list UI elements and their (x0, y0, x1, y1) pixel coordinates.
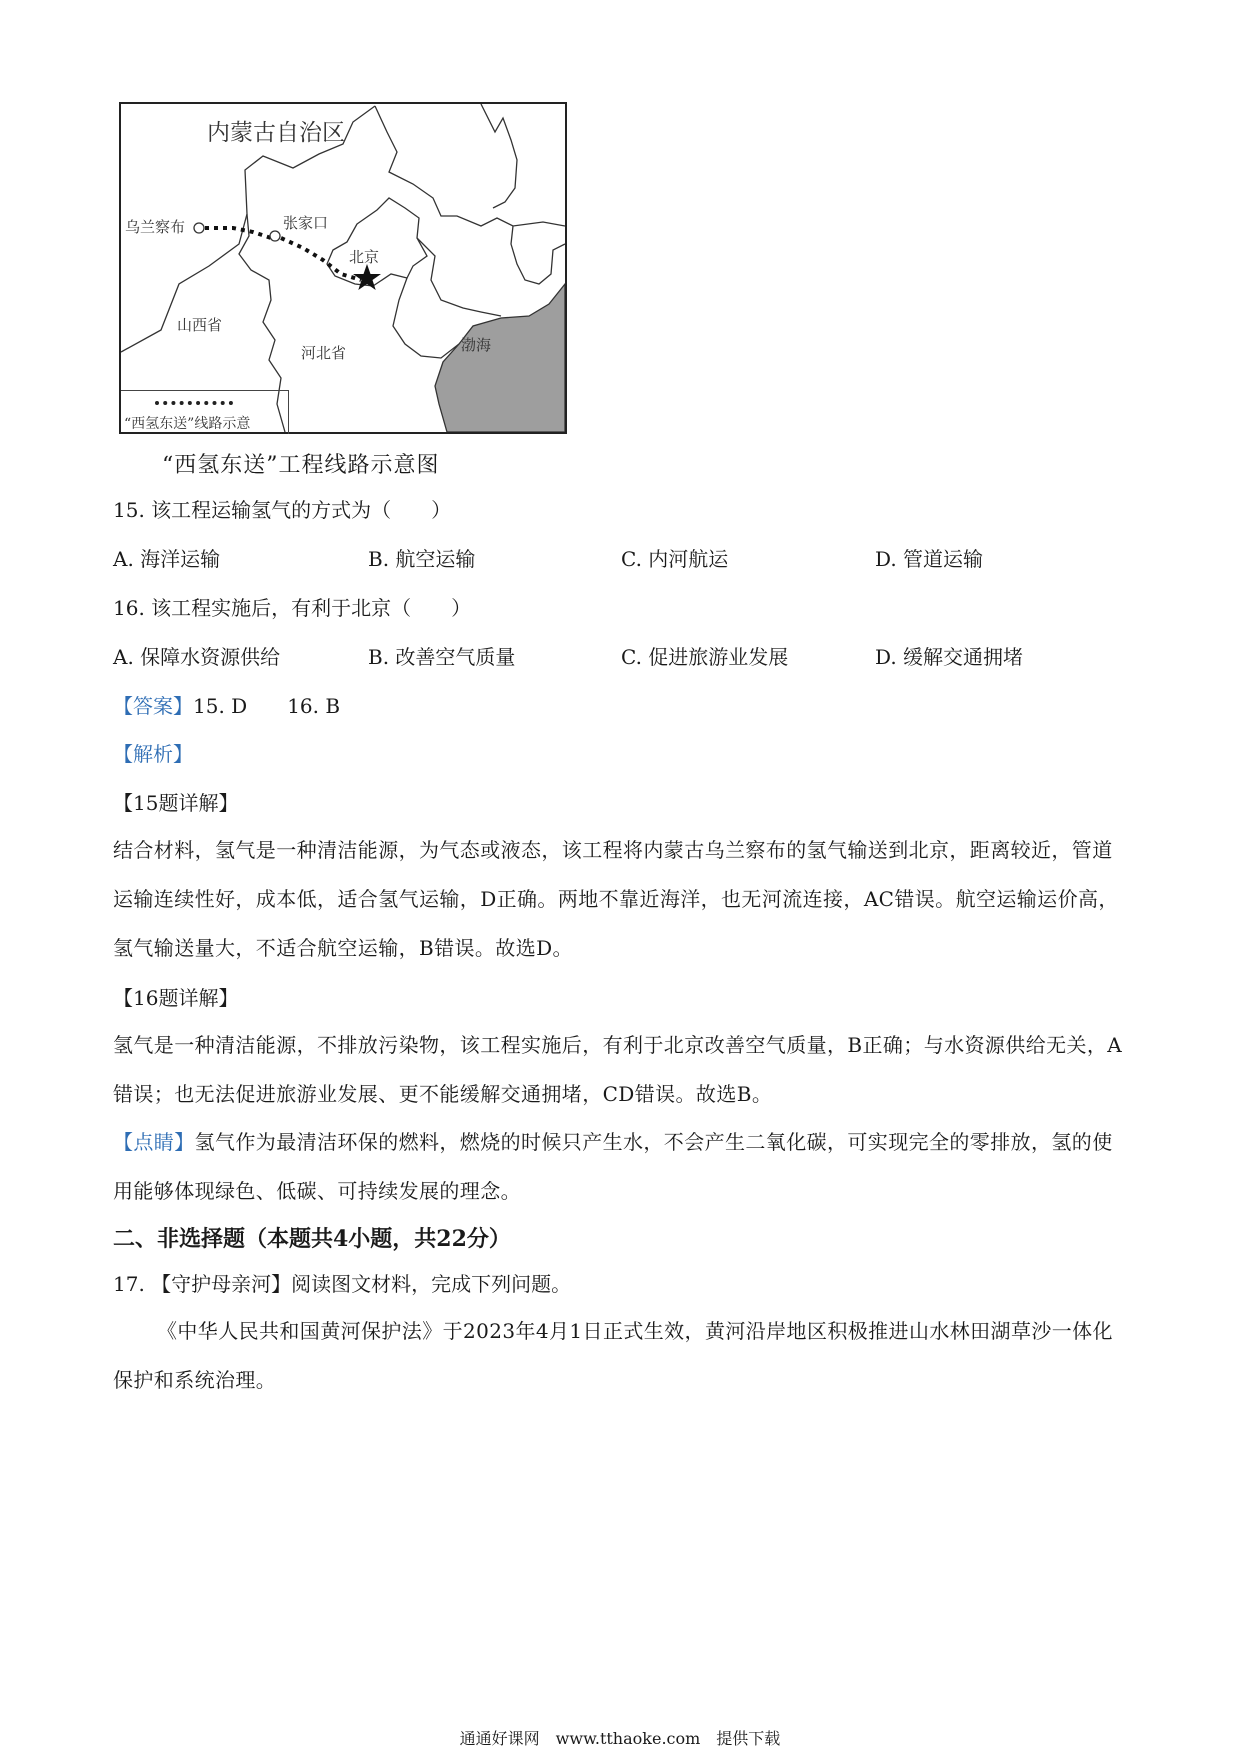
bohai-sea-area (435, 284, 565, 432)
route-line-west (205, 228, 271, 238)
q17-material: 《中华人民共和国黄河保护法》于2023年4月1日正式生效，黄河沿岸地区积极推进山水林田湖草沙一体化保护和系统治理。 (113, 1319, 1113, 1392)
wulanchabu-marker (194, 223, 204, 233)
zhangjiakou-label: 张家口 (283, 214, 329, 232)
answer-label: 【答案】 (113, 694, 193, 718)
shanxi-label: 山西省 (177, 316, 223, 334)
q15-option-c: C. 内河航运 (621, 547, 729, 571)
q16-option-d: D. 缓解交通拥堵 (875, 645, 1024, 669)
legend-route-symbol (155, 401, 233, 405)
inner-mongolia-label: 内蒙古自治区 (207, 120, 345, 146)
q15-option-d: D. 管道运输 (875, 547, 984, 571)
map-legend (121, 390, 289, 434)
detail16-heading: 【16题详解】 (113, 986, 239, 1010)
answer-line (113, 692, 340, 720)
q15-option-b: B. 航空运输 (368, 547, 476, 571)
figure-caption: “西氢东送”工程线路示意图 (162, 453, 440, 478)
note-block (113, 1118, 1123, 1216)
q15-option-a: A. 海洋运输 (113, 547, 221, 571)
note-text: 氢气作为最清洁环保的燃料，燃烧的时候只产生水，不会产生二氧化碳，可实现完全的零排放，氢的使用能够体现绿色、低碳、可持续发展的理念。 (113, 1130, 1113, 1203)
q16-option-a: A. 保障水资源供给 (113, 645, 281, 669)
section2-title: 二、非选择题（本题共4小题，共22分） (113, 1226, 511, 1252)
q16-stem: 16. 该工程实施后，有利于北京（ ） (113, 596, 472, 620)
note-label: 【点睛】 (113, 1130, 195, 1154)
analysis-label: 【解析】 (113, 742, 193, 766)
route-map-figure (119, 102, 567, 434)
wulanchabu-label: 乌兰察布 (125, 218, 186, 236)
detail16-text: 氢气是一种清洁能源，不排放污染物，该工程实施后，有利于北京改善空气质量，B正确；与水资源供给无关，A错误；也无法促进旅游业发展、更不能缓解交通拥堵，CD错误。故选B。 (113, 1033, 1123, 1106)
beijing-boundary (327, 198, 427, 286)
hebei-label: 河北省 (301, 344, 347, 362)
map-drawing (121, 104, 565, 432)
answer-value: 15. D 16. B (193, 694, 341, 718)
detail15-text: 结合材料，氢气是一种清洁能源，为气态或液态，该工程将内蒙古乌兰察布的氢气输送到北京，距离较近，管道运输连续性好，成本低，适合氢气运输，D正确。两地不靠近海洋，也无河流连接，AC错误。航空运输运价高，氢气输送量大，不适合航空运输，B错误。故选D。 (113, 838, 1119, 960)
q16-option-b: B. 改善空气质量 (368, 645, 516, 669)
q16-option-c: C. 促进旅游业发展 (621, 645, 789, 669)
q15-stem: 15. 该工程运输氢气的方式为（ ） (113, 498, 452, 522)
q17-stem: 17. 【守护母亲河】阅读图文材料，完成下列问题。 (113, 1272, 572, 1296)
page-footer: 通通好课网 www.tthaoke.com 提供下载 (459, 1729, 781, 1748)
legend-label: “西氢东送”线路示意 (124, 416, 251, 432)
bohai-label: 渤海 (461, 336, 492, 354)
beijing-label: 北京 (349, 248, 380, 266)
zhangjiakou-marker (270, 231, 280, 241)
detail15-heading: 【15题详解】 (113, 791, 239, 815)
